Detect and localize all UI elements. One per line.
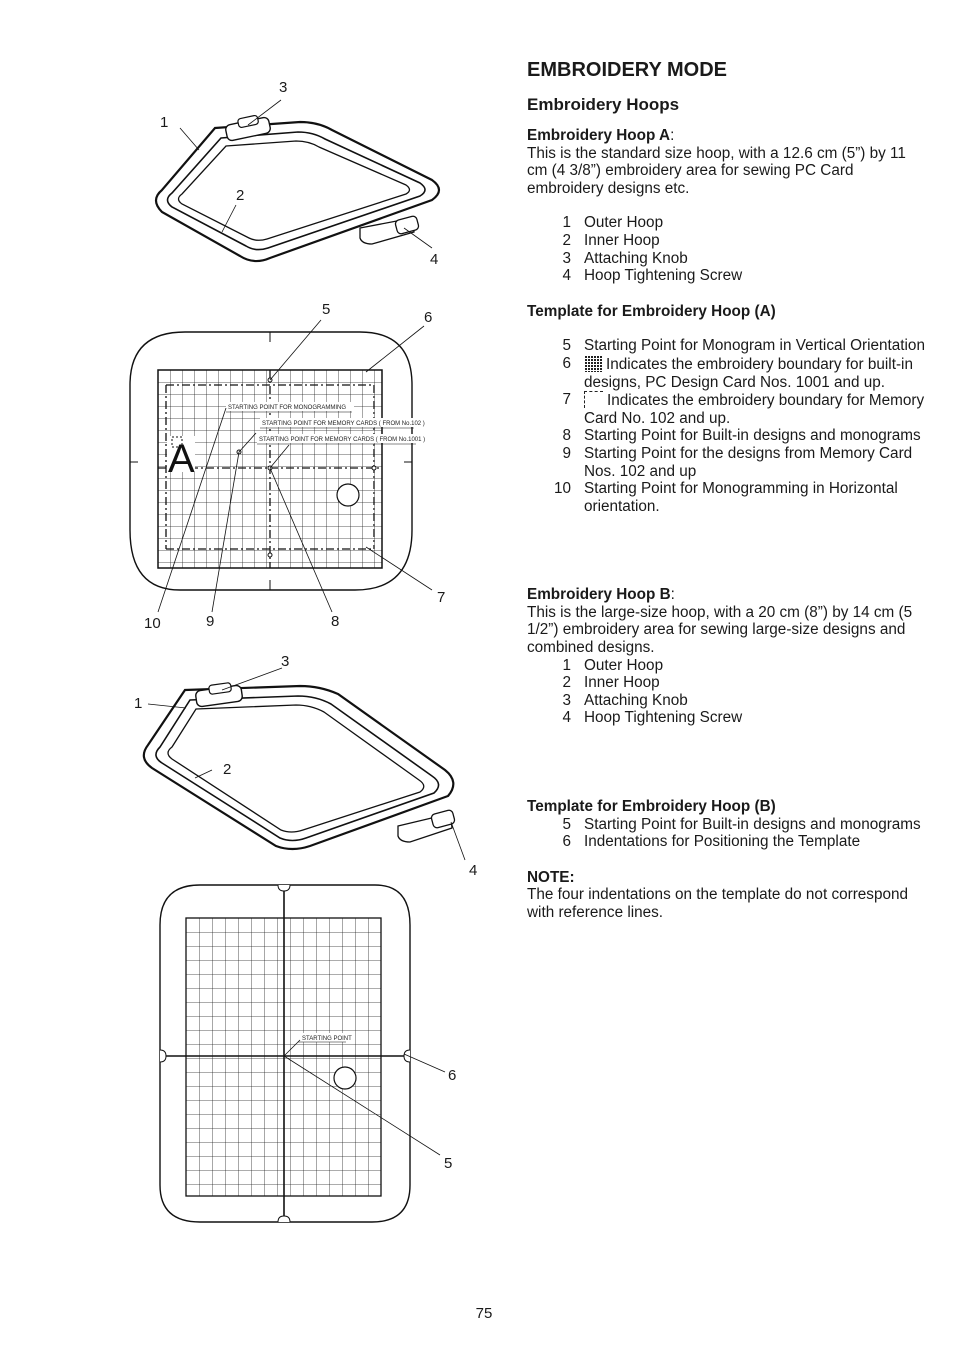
- hoop-b-callout-4: 4: [469, 862, 478, 879]
- template-a-items: [527, 337, 927, 515]
- page-title: EMBROIDERY MODE: [527, 59, 728, 81]
- template-a-drawing: [130, 320, 432, 612]
- list-item: 5 Starting Point for Monogram in Vertical Orientation: [562, 337, 925, 355]
- hoop-a-callout-4: 4: [430, 251, 439, 268]
- template-b-section: [527, 798, 927, 851]
- dashed-boundary-icon: [584, 391, 603, 408]
- hoop-b-drawing: [144, 668, 465, 860]
- template-b-callout-6: 6: [448, 1067, 457, 1084]
- hoop-b-parts: [527, 657, 927, 727]
- hoop-a-callout-1: 1: [160, 114, 169, 131]
- template-b-heading: Template for Embroidery Hoop (B): [527, 798, 776, 816]
- template-b-label: STARTING POINT: [302, 1036, 352, 1042]
- template-a-callout-10: 10: [144, 615, 161, 632]
- template-a-section: [527, 303, 927, 516]
- hoop-a-description: This is the standard size hoop, with a 12.6 cm (5”) by 11 cm (4 3/8”) embroidery area for sewing PC Card embroidery designs etc.: [527, 144, 906, 197]
- template-a-heading: Template for Embroidery Hoop (A): [527, 302, 776, 320]
- template-a-label-memory-1001: STARTING POINT FOR MEMORY CARDS ( FROM No.1001 ): [259, 437, 426, 443]
- template-a-callout-9: 9: [206, 613, 215, 630]
- list-item: 7 Indicates the embroidery boundary for Memory Card No. 102 and up.: [562, 391, 925, 427]
- template-a-callout-8: 8: [331, 613, 340, 630]
- list-item: 4 Hoop Tightening Screw: [562, 709, 743, 727]
- hoop-b-section: Embroidery Hoop B: This is the large-size hoop, with a 20 cm (8”) by 14 cm (5 1/2”) embroidery area for sewing large-size designs and combined designs. 1 Outer Hoop 2 Inner Hoop 3 Attaching Knob 4 Hoop Tightening Screw: [527, 586, 927, 727]
- template-b-drawing: [160, 885, 445, 1222]
- hoop-b-callout-3: 3: [281, 653, 290, 670]
- hoop-b-heading: Embroidery Hoop B: [527, 586, 671, 604]
- hoop-a-parts: [527, 214, 927, 284]
- text-column: [527, 58, 927, 922]
- page-number: 75: [475, 1305, 493, 1322]
- hoop-b-callout-2: 2: [223, 761, 232, 778]
- template-a-letter: A: [168, 437, 195, 481]
- template-b-items: [527, 816, 927, 851]
- hoop-a-callout-3: 3: [279, 79, 288, 96]
- note-heading: NOTE:: [527, 868, 575, 886]
- list-item: 2 Inner Hoop: [562, 231, 660, 249]
- list-item: 3 Attaching Knob: [562, 691, 688, 709]
- template-a-callout-7: 7: [437, 589, 446, 606]
- template-a-callout-5: 5: [322, 301, 331, 318]
- hoop-a-section: Embroidery Hoop A: This is the standard size hoop, with a 12.6 cm (5”) by 11 cm (4 3/8”) embroidery area for sewing PC Card embroidery designs etc. 1 Outer Hoop 2 Inner Hoop 3 Attaching Knob 4 Hoop Tightening Screw: [527, 127, 927, 285]
- hoop-a-heading: Embroidery Hoop A: [527, 127, 671, 144]
- list-item: 8 Starting Point for Built-in designs and monograms: [562, 427, 921, 445]
- list-item: 6 Indentations for Positioning the Template: [562, 833, 861, 851]
- list-item: 1 Outer Hoop: [562, 656, 664, 674]
- list-item: 6 Indicates the embroidery boundary for built-in designs, PC Design Card Nos. 1001 and up.: [562, 354, 913, 391]
- template-a-label-memory-102: STARTING POINT FOR MEMORY CARDS ( FROM No.102 ): [262, 421, 425, 427]
- hoop-a-drawing: [156, 100, 439, 261]
- grid-boundary-icon: [584, 355, 602, 372]
- page-subtitle: Embroidery Hoops: [527, 95, 680, 114]
- note-section: [527, 869, 927, 922]
- template-a-callout-6: 6: [424, 309, 433, 326]
- hoop-b-description: This is the large-size hoop, with a 20 cm (8”) by 14 cm (5 1/2”) embroidery area for sewing large-size designs and combined designs.: [527, 603, 913, 657]
- template-a-label-monogramming: STARTING POINT FOR MONOGRAMMING: [228, 405, 347, 411]
- list-item: 5 Starting Point for Built-in designs and monograms: [562, 815, 921, 833]
- list-item: 3 Attaching Knob: [562, 249, 688, 267]
- hoop-b-callout-1: 1: [134, 695, 143, 712]
- list-item: 2 Inner Hoop: [562, 674, 660, 692]
- template-b-callout-5: 5: [444, 1155, 453, 1172]
- hoop-a-callout-2: 2: [236, 187, 245, 204]
- list-item: 4 Hoop Tightening Screw: [562, 267, 743, 285]
- list-item: 9 Starting Point for the designs from Memory Card Nos. 102 and up: [562, 444, 913, 480]
- list-item: 10 Starting Point for Monogramming in Horizontal orientation.: [553, 480, 898, 515]
- note-text: The four indentations on the template do not correspond with reference lines.: [527, 886, 908, 921]
- list-item: 1 Outer Hoop: [562, 214, 664, 232]
